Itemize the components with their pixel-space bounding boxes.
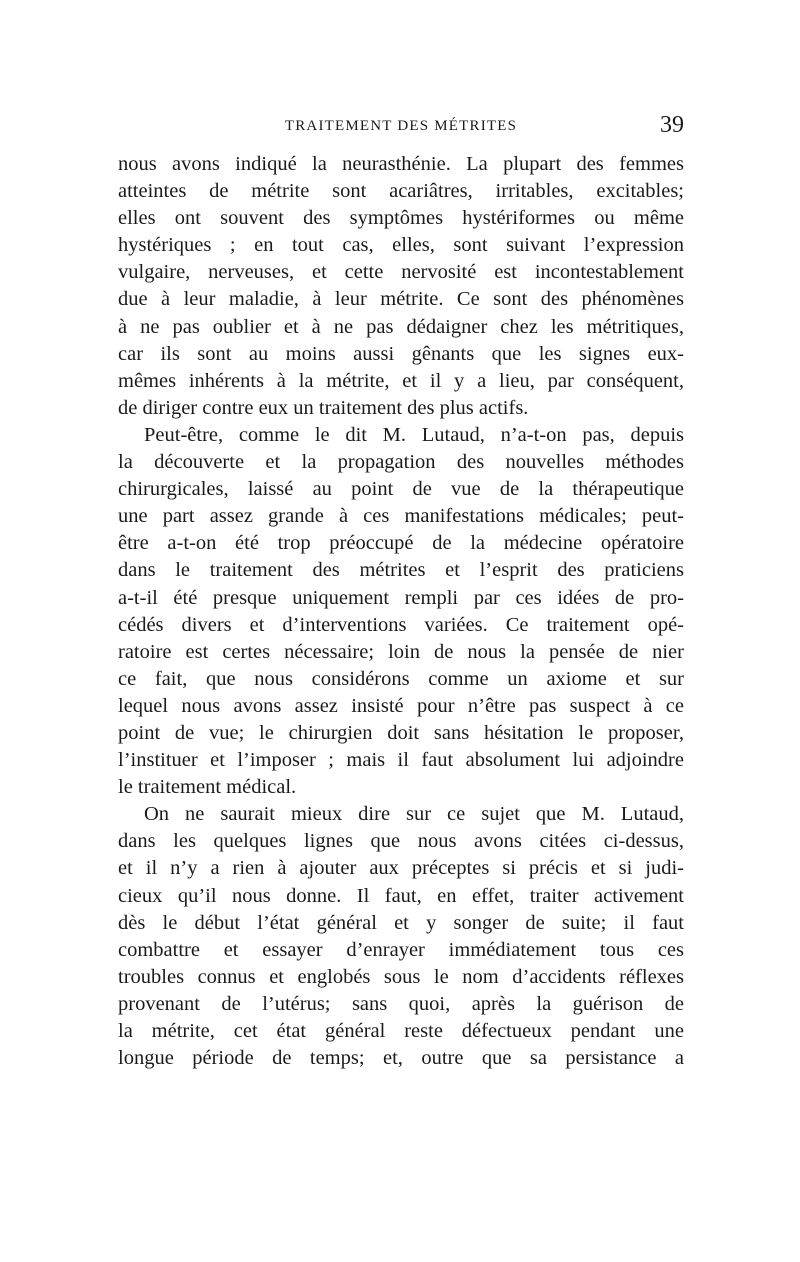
text-line: troubles connus et englobés sous le nom d’accidents réflexes (118, 965, 684, 988)
text-line: longue période de temps; et, outre que sa persistance a (118, 1047, 684, 1070)
text-line: vulgaire, nerveuses, et cette nervosité est incontestablement (118, 261, 684, 284)
text-line: chirurgicales, laissé au point de vue de la thérapeutique (118, 478, 684, 501)
text-line: la métrite, cet état général reste défectueux pendant une (118, 1020, 684, 1042)
text-line: atteintes de métrite sont acariâtres, irritables, excitables; (118, 180, 684, 203)
running-head (118, 112, 684, 142)
text-line: dès le début l’état général et y songer de suite; il faut (118, 911, 684, 934)
text-line: Peut-être, comme le dit M. Lutaud, n’a-t-on pas, depuis (144, 423, 684, 446)
text-line: combattre et essayer d’enrayer immédiatement tous ces (118, 938, 684, 961)
body-text (118, 151, 684, 1072)
text-line: dans le traitement des métrites et l’esprit des praticiens (118, 559, 684, 582)
text-line: mêmes inhérents à la métrite, et il y a lieu, par conséquent, (118, 369, 684, 392)
text-line: à ne pas oublier et à ne pas dédaigner chez les métritiques, (118, 315, 684, 338)
text-line: ce fait, que nous considérons comme un axiome et sur (118, 667, 684, 690)
text-line: ratoire est certes nécessaire; loin de nous la pensée de nier (118, 640, 684, 663)
text-line: a-t-il été presque uniquement rempli par ces idées de pro- (118, 586, 684, 609)
text-line: provenant de l’utérus; sans quoi, après la guérison de (118, 992, 684, 1015)
text-line: lequel nous avons assez insisté pour n’être pas suspect à ce (118, 694, 684, 717)
text-line: car ils sont au moins aussi gênants que les signes eux- (118, 342, 684, 365)
text-line: cieux qu’il nous donne. Il faut, en effet, traiter activement (118, 884, 684, 907)
text-line: On ne saurait mieux dire sur ce sujet que M. Lutaud, (144, 803, 684, 826)
running-title: TRAITEMENT DES MÉTRITES (284, 118, 518, 134)
text-line: point de vue; le chirurgien doit sans hésitation le proposer, (118, 721, 684, 744)
text-line: l’instituer et l’imposer ; mais il faut absolument lui adjoindre (118, 749, 684, 772)
text-line: due à leur maladie, à leur métrite. Ce sont des phénomènes (118, 288, 684, 311)
text-line: nous avons indiqué la neurasthénie. La plupart des femmes (118, 153, 684, 175)
page-number: 39 (660, 112, 684, 138)
text-line: une part assez grande à ces manifestations médicales; peut- (118, 505, 684, 528)
text-line: la découverte et la propagation des nouvelles méthodes (118, 451, 684, 474)
text-line: hystériques ; en tout cas, elles, sont suivant l’expression (118, 234, 684, 257)
text-line: le traitement médical. (118, 776, 297, 799)
text-line: et il n’y a rien à ajouter aux préceptes si précis et si judi- (118, 857, 684, 880)
text-line: cédés divers et d’interventions variées. Ce traitement opé- (118, 613, 684, 636)
text-line: dans les quelques lignes que nous avons citées ci-dessus, (118, 830, 684, 853)
text-line: de diriger contre eux un traitement des plus actifs. (118, 396, 529, 419)
text-line: elles ont souvent des symptômes hystériformes ou même (118, 207, 684, 230)
text-line: être a-t-on été trop préoccupé de la médecine opératoire (118, 532, 684, 555)
